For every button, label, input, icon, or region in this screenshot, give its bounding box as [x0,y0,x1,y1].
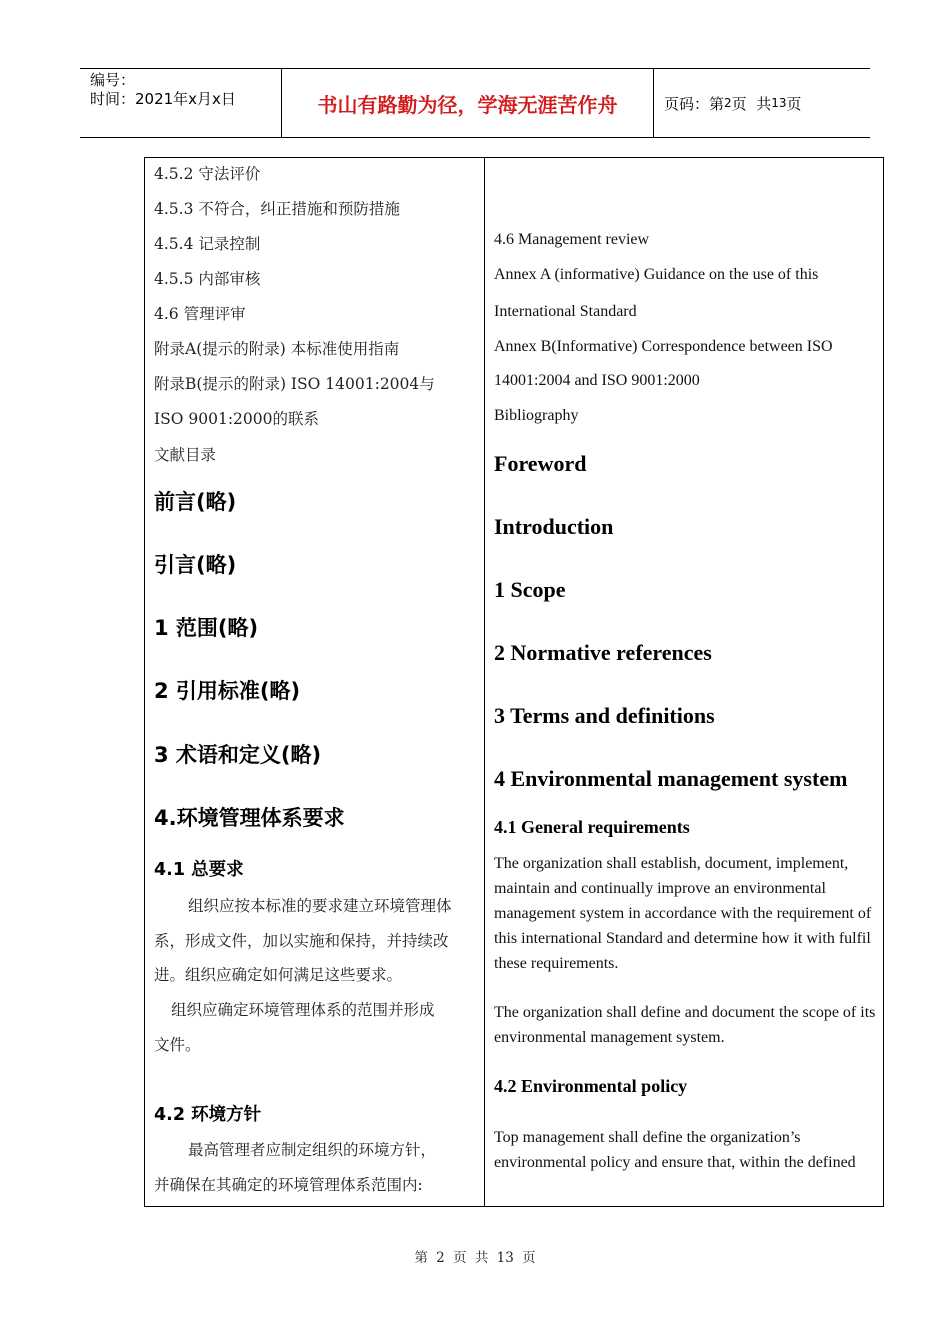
page-footer: 第 2 页 共 13 页 [414,1250,536,1266]
toc-item: ISO 9001:2000的联系 [154,410,319,428]
document-time-label: 时间：2021年x月x日 [90,90,236,108]
document-number-label: 编号： [90,71,136,89]
section-heading: 2 引用标准(略) [154,679,301,703]
toc-item: 4.5.4 记录控制 [154,235,261,253]
section-heading: 1 范围(略) [154,616,259,640]
section-heading: 3 Terms and definitions [494,703,715,728]
page-total: 13 [771,96,787,110]
section-heading: 前言(略) [154,490,237,514]
page-header [80,68,870,138]
page-mid: 页 共 [731,94,772,113]
header-motto: 书山有路勤为径，学海无涯苦作舟 [317,92,618,117]
toc-item: 14001:2004 and ISO 9001:2000 [494,372,700,389]
section-heading: Introduction [494,514,614,539]
toc-item: International Standard [494,303,637,320]
body-line: 组织应按本标准的要求建立环境管理体 [188,897,452,915]
toc-item: 附录A(提示的附录) 本标准使用指南 [154,340,400,358]
page-suffix: 页 [786,94,802,113]
subsection-heading: 4.2 Environmental policy [494,1076,688,1096]
section-heading: 4.环境管理体系要求 [154,806,345,830]
bilingual-table [144,157,884,1207]
toc-item: 4.5.2 守法评价 [154,165,261,183]
toc-item: Annex A (informative) Guidance on the use of this [494,266,819,283]
section-heading: 4 Environmental management system [494,766,848,791]
header-meta [90,71,236,109]
toc-item: 4.5.3 不符合，纠正措施和预防措施 [154,200,400,218]
body-line: 并确保在其确定的环境管理体系范围内: [154,1176,423,1194]
toc-item: 4.6 Management review [494,231,650,248]
body-line: 进。组织应确定如何满足这些要求。 [154,966,403,984]
body-line: 文件。 [154,1036,201,1054]
subsection-heading: 4.1 总要求 [154,860,244,880]
section-heading: 3 术语和定义(略) [154,743,322,767]
header-divider [653,69,654,137]
toc-item: 文献目录 [154,446,217,464]
body-paragraph: Top management shall define the organization’s environmental policy and ensure that, within the defined [494,1129,856,1171]
body-line: 最高管理者应制定组织的环境方针， [188,1141,437,1159]
toc-item: Bibliography [494,407,579,424]
toc-item: 4.5.5 内部审核 [154,270,261,288]
header-page-indicator [664,69,802,137]
body-paragraph: The organization shall define and document the scope of its environmental management system. [494,1004,876,1046]
section-heading: 引言(略) [154,553,237,577]
toc-item: 附录B(提示的附录) ISO 14001:2004与 [154,375,435,393]
column-divider [484,158,485,1206]
body-line: 组织应确定环境管理体系的范围并形成 [171,1001,435,1019]
body-line: 系，形成文件，加以实施和保持，并持续改 [154,932,449,950]
body-paragraph: The organization shall establish, document, implement, maintain and continually improve an environmental management system in accordance with the requirement of this international Standard and determine how it with fulfil these requirements. [494,855,872,972]
section-heading: 1 Scope [494,577,566,602]
section-heading: 2 Normative references [494,640,712,665]
section-heading: Foreword [494,451,587,476]
subsection-heading: 4.2 环境方针 [154,1105,262,1125]
toc-item: Annex B(Informative) Correspondence between ISO [494,338,833,355]
toc-item: 4.6 管理评审 [154,305,246,323]
page-current: 2 [724,96,732,110]
page-prefix: 页码：第 [664,94,725,113]
subsection-heading: 4.1 General requirements [494,817,690,837]
